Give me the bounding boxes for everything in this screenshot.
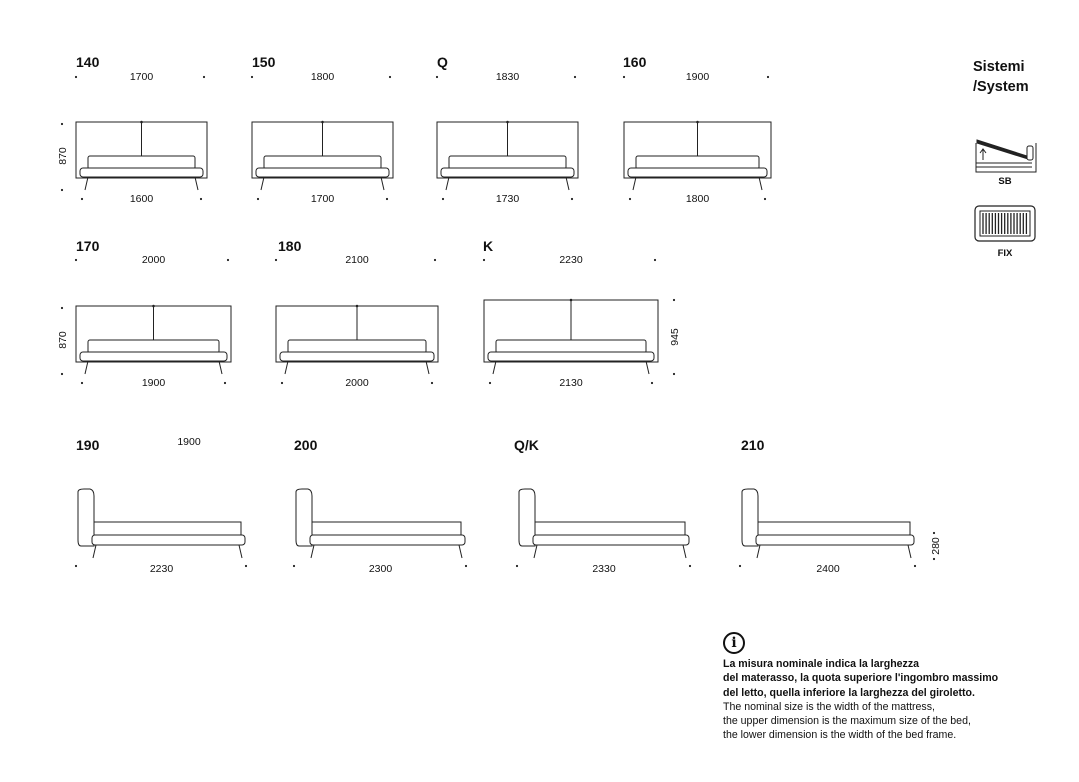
dimension-dot [739,565,741,567]
height-dimension: 280 [930,537,942,555]
lower-dimension: 1730 [495,193,520,205]
bed-frame [441,168,574,177]
size-title: Q [437,54,448,70]
leg [426,361,429,374]
seam-button [140,121,143,124]
bed-frame-side [92,535,245,545]
note-it-line-1: La misura nominale indica la larghezza [723,658,920,670]
dimension-dot [251,76,253,78]
size-title: 200 [294,437,318,453]
info-icon: i [723,632,745,654]
bed-frame [80,352,227,361]
leg [493,361,496,374]
bed-frame [628,168,767,177]
upper-dimension: 1830 [495,71,520,83]
mattress [449,156,566,169]
leg [93,545,96,558]
dimension-dot [914,565,916,567]
extra-dimension: 1900 [177,436,201,448]
dimension-dot [224,382,226,384]
dimension-dot [933,532,935,534]
size-title: K [483,238,494,254]
bed-frame-side [756,535,914,545]
seam-button [356,305,359,308]
note-it-line-3: del letto, quella inferiore la larghezza del giroletto. [723,686,975,699]
front-view-150 [251,54,393,205]
size-title: Q/K [514,437,539,453]
dimension-dot [61,189,63,191]
size-title: 140 [76,54,100,70]
systems-title-it: Sistemi [973,59,1025,75]
dimension-dot [386,198,388,200]
leg [759,177,762,190]
side-views [75,436,942,575]
dimension-dot [673,299,675,301]
mattress [496,340,646,353]
dimension-dot [61,307,63,309]
dimension-dot [483,259,485,261]
dimension-dot [431,382,433,384]
lower-dimension: 1800 [685,193,710,205]
dimension-dot [434,259,436,261]
lower-dimension: 1700 [310,193,335,205]
leg [908,545,911,558]
dimension-dot [767,76,769,78]
seam-button [570,299,573,302]
dimension-dot [673,373,675,375]
dimension-dot [200,198,202,200]
dimension-dot [489,382,491,384]
dimension-dot [764,198,766,200]
dimension-dot [651,382,653,384]
leg [85,177,88,190]
mattress-side [758,522,910,535]
length-dimension: 2330 [592,563,616,575]
dimension-dot [389,76,391,78]
upper-dimension: 2100 [345,254,369,266]
front-view-170 [57,238,231,389]
system-label-fix: FIX [997,248,1013,259]
dimension-dot [623,76,625,78]
dimension-dot [81,382,83,384]
height-dimension: 870 [57,331,69,349]
note-en-line-3: the lower dimension is the width of the bed frame. [723,729,957,742]
system-label-sb: SB [998,176,1012,187]
dimension-dot [75,565,77,567]
leg [285,361,288,374]
dimension-dot [245,565,247,567]
dimension-dot [689,565,691,567]
note-it-line-2: del materasso, la quota superiore l'ingombro massimo [723,672,999,685]
leg [683,545,686,558]
leg [381,177,384,190]
bed-frame-side [533,535,689,545]
dimension-dot [436,76,438,78]
side-view-200 [293,437,467,575]
size-title: 150 [252,54,276,70]
systems-title-en: /System [973,79,1029,95]
leg [446,177,449,190]
mattress [264,156,381,169]
seam-button [152,305,155,308]
dimension-dot [654,259,656,261]
leg [311,545,314,558]
bed-frame-side [310,535,465,545]
side-view-190 [75,436,247,575]
front-views [57,54,771,389]
systems-panel [973,59,1036,259]
note-en-line-1: The nominal size is the width of the mattress, [723,700,935,713]
upper-dimension: 1900 [685,71,710,83]
side-view-210 [739,437,942,575]
mattress [88,156,195,169]
front-view-160 [623,54,771,205]
dimension-dot [442,198,444,200]
mattress [88,340,219,353]
lower-dimension: 2000 [345,377,369,389]
front-view-180 [275,238,438,389]
leg [261,177,264,190]
bed-frame [80,168,203,177]
mattress [636,156,759,169]
fixed-slats-icon [975,206,1035,241]
dimension-dot [227,259,229,261]
leg [757,545,760,558]
dimension-dot [81,198,83,200]
mattress-side [535,522,685,535]
dimension-dot [574,76,576,78]
seam-button [696,121,699,124]
leg [566,177,569,190]
dimension-dot [293,565,295,567]
side-view-Q-K [514,437,691,575]
height-dimension: 870 [57,147,69,165]
dimension-note [723,632,1063,743]
leg [85,361,88,374]
bed-frame [488,352,654,361]
size-title: 180 [278,238,302,254]
lower-dimension: 1900 [141,377,166,389]
storage-box-bed-icon [976,140,1036,172]
leg [646,361,649,374]
leg [534,545,537,558]
size-title: 160 [623,54,647,70]
dimension-dot [275,259,277,261]
seam-button [506,121,509,124]
dimension-dot [571,198,573,200]
size-title: 190 [76,437,100,453]
size-title: 210 [741,437,765,453]
dimension-dot [933,558,935,560]
front-view-K [483,238,681,389]
dimension-dot [257,198,259,200]
note-en-line-2: the upper dimension is the maximum size of the bed, [723,715,971,728]
length-dimension: 2400 [816,563,840,575]
lower-dimension: 2130 [559,377,583,389]
height-dimension: 945 [669,328,681,346]
mattress [288,340,426,353]
seam-button [321,121,324,124]
size-title: 170 [76,238,100,254]
dimension-dot [61,373,63,375]
dimension-dot [516,565,518,567]
front-view-140 [57,54,207,205]
dimension-dot [75,76,77,78]
dimension-dot [75,259,77,261]
dimension-dot [281,382,283,384]
bed-frame [280,352,434,361]
leg [459,545,462,558]
dimension-dot [465,565,467,567]
length-dimension: 2230 [149,563,174,575]
lower-dimension: 1600 [129,193,154,205]
dimension-dot [629,198,631,200]
dimension-dot [61,123,63,125]
upper-dimension: 1700 [129,71,154,83]
upper-dimension: 2000 [141,254,166,266]
leg [219,361,222,374]
bed-frame [256,168,389,177]
leg [195,177,198,190]
upper-dimension: 2230 [559,254,583,266]
mattress-side [94,522,241,535]
length-dimension: 2300 [368,563,393,575]
front-view-Q [436,54,578,205]
mattress-side [312,522,461,535]
upper-dimension: 1800 [310,71,335,83]
dimension-dot [203,76,205,78]
leg [633,177,636,190]
leg [239,545,242,558]
